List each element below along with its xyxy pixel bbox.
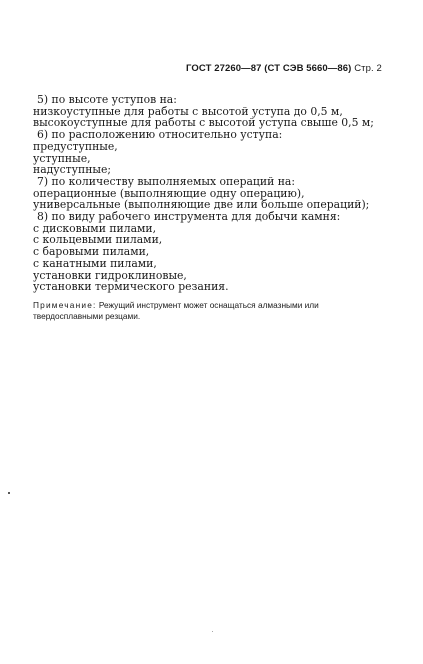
scan-speck <box>212 631 213 632</box>
page-header <box>186 63 416 74</box>
note-block <box>33 300 403 322</box>
list-item: операционные (выполняющие одну операцию), <box>33 186 305 200</box>
list-item: с канатными пилами, <box>33 256 157 270</box>
classification-list <box>33 94 393 293</box>
standard-designation: ГОСТ 27260—87 (СТ СЭВ 5660—86) <box>186 63 352 74</box>
list-item-heading-6: 6) по расположению относительно уступа: <box>37 128 283 142</box>
list-item: установки гидроклиновые, <box>33 268 187 282</box>
page-number: Стр. 2 <box>354 63 382 74</box>
note-text-continued: твердосплавными резцами. <box>33 311 141 322</box>
list-item: с кольцевыми пилами, <box>33 233 163 247</box>
list-item: низкоуступные для работы с высотой уступа до 0,5 м, <box>33 104 343 118</box>
scan-speck <box>8 492 10 494</box>
list-item-heading-5: 5) по высоте уступов на: <box>37 93 177 106</box>
note-text: Режущий инструмент может оснащаться алмазными или <box>98 300 319 310</box>
list-item: уступные, <box>33 151 91 165</box>
list-item: с дисковыми пилами, <box>33 221 157 235</box>
list-item: предуступные, <box>33 139 118 153</box>
list-item: надуступные; <box>33 163 112 177</box>
list-item: универсальные (выполняющие две или больше операций); <box>33 198 370 212</box>
list-item: высокоуступные для работы с высотой уступа свыше 0,5 м; <box>33 116 374 130</box>
list-item: с баровыми пилами, <box>33 245 150 259</box>
list-item: установки термического резания. <box>33 280 229 294</box>
list-item-heading-7: 7) по количеству выполняемых операций на: <box>37 174 295 188</box>
list-item-heading-8: 8) по виду рабочего инструмента для добычи камня: <box>37 210 341 224</box>
note-label: Примечание: <box>33 300 97 310</box>
